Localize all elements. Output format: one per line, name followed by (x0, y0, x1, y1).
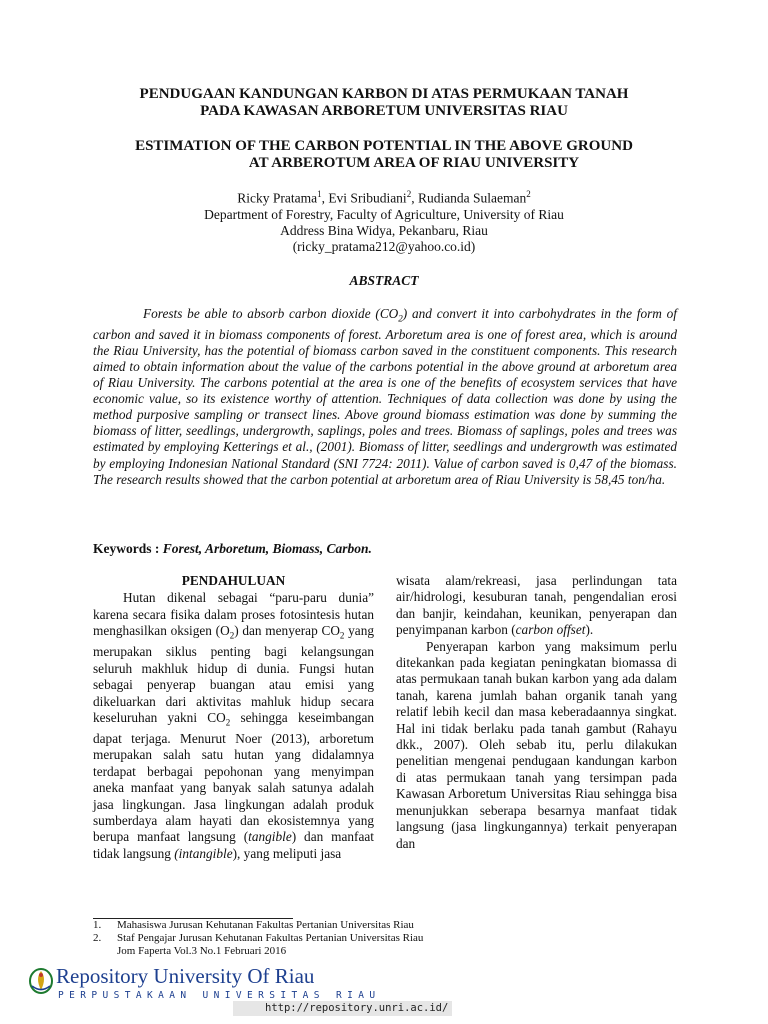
title-indonesian-line1: PENDUGAAN KANDUNGAN KARBON DI ATAS PERMUKAAN TANAH (139, 86, 629, 102)
author-3: Rudianda Sulaeman (417, 190, 527, 206)
footnote-1 (93, 919, 423, 932)
author-email: (ricky_pratama212@yahoo.co.id) (292, 238, 476, 254)
keywords-label: Keywords : (93, 541, 163, 556)
intro-text-d: sehingga keseimbangan dapat terjaga. Menurut Noer (2013), arboretum merupakan salah satu hutan yang didalamnya terdapat berbagai pepohonan yang menyimpan aneka manfaat yang banyak salah satunya adalah jasa lingkungan. Jasa lingkungan adalah produk sumberdaya alam hayati dan ekosistemnya yang berupa manfaat langsung ( (93, 709, 374, 845)
footnote-1-number: 1. (93, 919, 102, 931)
author-1: Ricky Pratama (237, 190, 318, 206)
title-english-line2: AT ARBEROTUM AREA OF RIAU UNIVERSITY (248, 155, 580, 171)
repository-logo-icon (28, 966, 54, 994)
repository-subtitle: PERPUSTAKAAN UNIVERSITAS RIAU (58, 990, 381, 1001)
intro-text-c: yang merupakan siklus penting bagi kelangsungan seluruh makhluk hidup di dunia. Fungsi hutan sebagai penyerap buangan atau emisi yang dikeluarkan dari aktivitas mahluk hidup secara keseluruhan yakni CO (93, 623, 374, 725)
co2-subscript: 2 (339, 630, 345, 641)
intro-paragraph-1-cont (396, 573, 677, 639)
title-english-line1: ESTIMATION OF THE CARBON POTENTIAL IN THE ABOVE GROUND (135, 138, 633, 154)
body-column-left (93, 573, 374, 862)
journal-info: Jom Faperta Vol.3 No.1 Februari 2016 (117, 945, 287, 957)
intro-text-a: Hutan dikenal sebagai “paru-paru dunia” karena secara fisika dalam proses fotosintesis hutan menghasilkan oksigen (O (93, 590, 374, 639)
author-address: Address Bina Widya, Pekanbaru, Riau (280, 222, 488, 238)
body-column-right (396, 573, 677, 852)
title-english (0, 138, 768, 172)
section-heading-pendahuluan: PENDAHULUAN (181, 573, 286, 588)
footnote-1-text: Mahasiswa Jurusan Kehutanan Fakultas Pertanian Universitas Riau (117, 919, 414, 931)
intro-text-tangible: tangible (248, 829, 292, 845)
keywords (93, 541, 372, 557)
abstract-text-b: ) and convert it into carbohydrates in the form of carbon and saved it in biomass components of forest. Arboretum area is one of forest area, which is around the Riau University, has the potential of biomass carbon saved in the constituent components. This research aimed to obtain information about the value of the carbons potential in the above ground at arboretum area of Riau University. The carbons potential at the area is one of the benefits of ecosystem services that have economic value, so its existence worthy of attention. Techniques of data collection was done by using the method purposive sampling or transect lines. Above ground biomass estimation was done by summing the biomass of litter, seedlings, undergrowth, saplings, poles and trees. Biomass of saplings, poles and trees was estimated by employing Ketterings et al., (2001). Biomass of litter, seedlings and undergrowth was estimated by employing Indonesian National Standard (SNI 7724: 2011). Value of carbon saved is 0,47 of the biomass. The research results showed that the carbon potential at arboretum area of Riau University is 58,45 ton/ha. (93, 306, 677, 487)
repository-title: Repository University Of Riau (56, 964, 315, 988)
footnote-2 (93, 932, 423, 945)
author-names: Ricky Pratama$^1$, Evi Sribudiani$^2$, Rudianda Sulaeman$^2$ (237, 189, 531, 206)
author-department: Department of Forestry, Faculty of Agriculture, University of Riau (204, 206, 564, 222)
repository-watermark (28, 964, 449, 1024)
footnotes (93, 919, 423, 958)
abstract-co2-subscript: 2 (398, 313, 403, 324)
intro-paragraph-1 (93, 590, 374, 862)
intro-cont-carbon-offset: carbon offset (515, 622, 586, 638)
intro-paragraph-2: Penyerapan karbon yang maksimum perlu ditekankan pada kegiatan peningkatan biomassa di atas permukaan tanah bukan karbon yang ada dalam tanah, karena jumlah bahan organik tanah yang relatif lebih kecil dan masa keberadaannya singkat. Hal ini tidak berlaku pada tanah gambut (Rahayu dkk., 2007). Oleh sebab itu, perlu dilakukan penelitian mengenai pendugaan kandungan karbon di atas permukaan tanah yang tersimpan pada Kawasan Arboretum Universitas Riau sehingga bisa menunjukkan seberapa besarnya manfaat tidak langsung (jasa lingkungannya) terkait penyerapan dan (396, 638, 677, 851)
title-indonesian-line2: PADA KAWASAN ARBORETUM UNIVERSITAS RIAU (200, 103, 568, 119)
author-block (0, 186, 768, 255)
footnote-2-number: 2. (93, 932, 102, 944)
intro-text-intangible: (intangible (174, 845, 233, 861)
keywords-values: Forest, Arboretum, Biomass, Carbon. (162, 541, 372, 556)
author-2-affiliation: 2 (406, 189, 412, 199)
repository-url-link[interactable]: http://repository.unri.ac.id/ (233, 1001, 452, 1016)
co2-subscript-2: 2 (225, 717, 231, 728)
abstract-text (93, 306, 677, 488)
intro-text-f: ) dan manfaat tidak langsung (93, 829, 374, 861)
intro-text-b: ) dan menyerap CO (234, 623, 340, 639)
author-1-affiliation: 1 (317, 189, 322, 199)
intro-text-h: ), yang meliputi jasa (232, 845, 342, 861)
title-indonesian (0, 86, 768, 120)
author-2: Evi Sribudiani (328, 190, 407, 206)
footnote-2-text: Staf Pengajar Jurusan Kehutanan Fakultas Pertanian Universitas Riau (117, 932, 424, 944)
abstract-text-a: Forests be able to absorb carbon dioxide (CO (143, 306, 399, 321)
intro-cont-text-c: ). (585, 622, 594, 638)
abstract-heading: ABSTRACT (349, 273, 419, 288)
o2-subscript: 2 (229, 630, 235, 641)
intro-cont-text-a: wisata alam/rekreasi, jasa perlindungan tata air/hidrologi, kesuburan tanah, pengendalian erosi dan banjir, keindahan, keunikan, penyerapan dan penyimpanan karbon ( (396, 573, 677, 638)
author-3-affiliation: 2 (526, 189, 531, 199)
